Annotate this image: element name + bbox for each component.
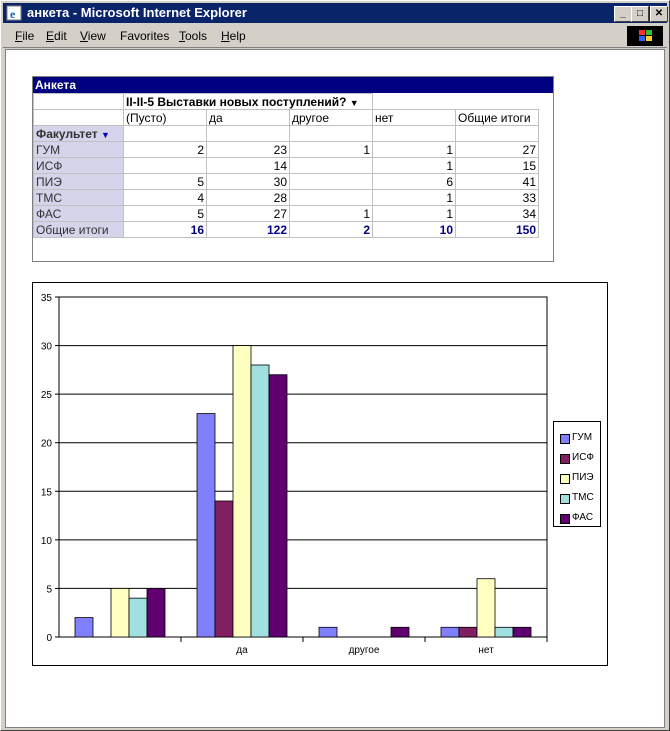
menu-tools[interactable]: Tools bbox=[179, 29, 208, 43]
pivot-grid bbox=[33, 93, 539, 238]
bar bbox=[495, 627, 513, 637]
row-label[interactable]: ГУМ bbox=[34, 142, 124, 158]
x-tick-label: нет bbox=[478, 645, 494, 656]
menu-favorites[interactable]: Favorites bbox=[120, 29, 170, 43]
maximize-button[interactable]: □ bbox=[631, 6, 649, 22]
y-tick-label: 0 bbox=[46, 633, 52, 644]
row-label[interactable]: ТМС bbox=[34, 190, 124, 206]
chart-legend: ГУМ ИСФ ПИЭ ТМС ФАС bbox=[553, 421, 601, 527]
menu-bar bbox=[3, 25, 667, 48]
pivot-title: Анкета bbox=[33, 77, 553, 93]
window-title: анкета - Microsoft Internet Explorer bbox=[27, 5, 247, 20]
page-content bbox=[5, 49, 665, 728]
legend-swatch bbox=[560, 434, 570, 444]
table-row: ИСФ 14 1 15 bbox=[34, 158, 539, 174]
bar bbox=[513, 627, 531, 637]
column-header: другое bbox=[290, 110, 373, 126]
menu-help[interactable]: Help bbox=[221, 29, 246, 43]
bar bbox=[441, 627, 459, 637]
y-tick-label: 35 bbox=[40, 293, 52, 304]
windows-logo-icon bbox=[627, 26, 663, 46]
bar bbox=[75, 618, 93, 637]
legend-swatch bbox=[560, 494, 570, 504]
menu-file[interactable]: File bbox=[15, 29, 35, 43]
close-button[interactable]: ✕ bbox=[650, 6, 668, 22]
bar bbox=[459, 627, 477, 637]
bar bbox=[129, 598, 147, 637]
legend-swatch bbox=[560, 474, 570, 484]
y-tick-label: 30 bbox=[40, 341, 52, 353]
menu-view[interactable]: View bbox=[80, 29, 106, 43]
bar bbox=[319, 627, 337, 637]
legend-swatch bbox=[560, 454, 570, 464]
row-field-dropdown[interactable]: Факультет ▼ bbox=[34, 126, 124, 142]
totals-label: Общие итоги bbox=[34, 222, 124, 238]
bar bbox=[111, 588, 129, 637]
bar bbox=[215, 501, 233, 637]
chart-svg bbox=[33, 283, 607, 665]
y-tick-label: 5 bbox=[46, 584, 52, 596]
row-label[interactable]: ИСФ bbox=[34, 158, 124, 174]
totals-row: Общие итоги 16 122 2 10 150 bbox=[34, 222, 539, 238]
bar bbox=[233, 346, 251, 637]
y-tick-label: 15 bbox=[40, 487, 52, 499]
bar bbox=[269, 375, 287, 637]
table-row: ФАС 5 27 1 1 34 bbox=[34, 206, 539, 222]
table-row: ГУМ 2 23 1 1 27 bbox=[34, 142, 539, 158]
legend-swatch bbox=[560, 514, 570, 524]
column-header: нет bbox=[373, 110, 456, 126]
ie-logo-icon bbox=[6, 5, 22, 21]
menu-edit[interactable]: Edit bbox=[46, 29, 67, 43]
dropdown-arrow-icon: ▼ bbox=[349, 97, 359, 108]
bar bbox=[147, 588, 165, 637]
row-label[interactable]: ФАС bbox=[34, 206, 124, 222]
y-tick-label: 20 bbox=[40, 438, 52, 450]
table-row: ТМС 4 28 1 33 bbox=[34, 190, 539, 206]
dropdown-arrow-icon: ▼ bbox=[101, 129, 110, 140]
table-row: ПИЭ 5 30 6 41 bbox=[34, 174, 539, 190]
bar bbox=[197, 414, 215, 637]
y-tick-label: 10 bbox=[40, 535, 52, 547]
column-field-dropdown[interactable]: II-II-5 Выставки новых поступлений? ▼ bbox=[124, 94, 373, 110]
x-tick-label: да bbox=[236, 645, 248, 656]
bar-chart bbox=[32, 282, 608, 666]
column-header: (Пусто) bbox=[124, 110, 207, 126]
x-tick-label: другое bbox=[348, 645, 380, 656]
column-header: да bbox=[207, 110, 290, 126]
pivot-table bbox=[32, 76, 554, 262]
column-header: Общие итоги bbox=[456, 110, 539, 126]
bar bbox=[477, 579, 495, 637]
bar bbox=[251, 365, 269, 637]
svg-text:e: e bbox=[10, 7, 16, 21]
title-bar[interactable] bbox=[3, 3, 667, 23]
bar bbox=[391, 627, 409, 637]
y-tick-label: 25 bbox=[40, 390, 52, 402]
minimize-button[interactable]: _ bbox=[614, 6, 632, 22]
plot-area bbox=[59, 297, 547, 637]
row-label[interactable]: ПИЭ bbox=[34, 174, 124, 190]
